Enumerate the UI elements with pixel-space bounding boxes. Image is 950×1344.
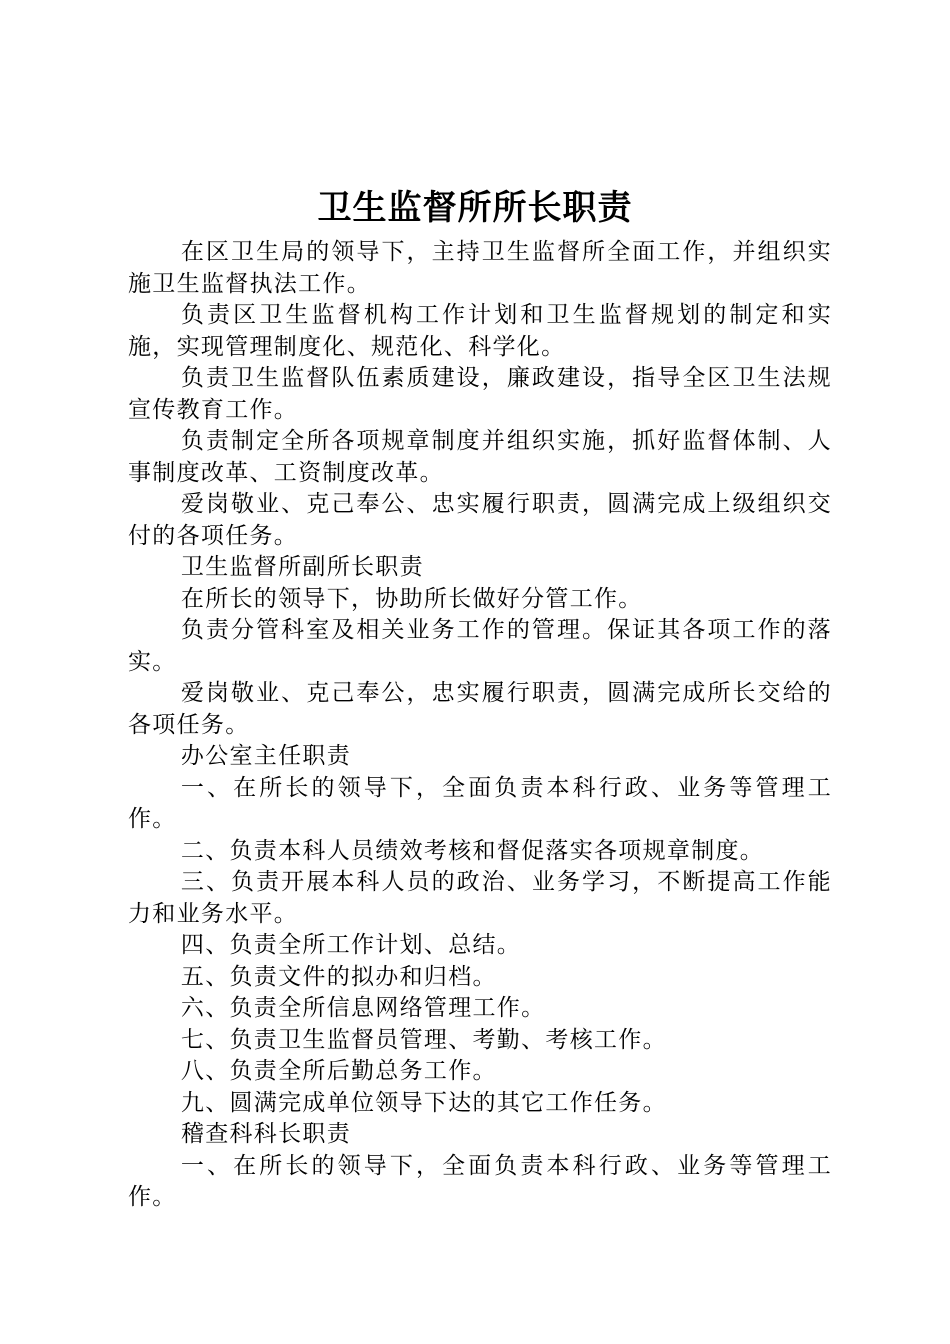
paragraph: 在所长的领导下，协助所长做好分管工作。 (180, 585, 643, 612)
list-item: 二、负责本科人员绩效考核和督促落实各项规章制度。 (180, 837, 765, 864)
section-heading-inspection-chief: 稽查科科长职责 (180, 1121, 351, 1147)
paragraph: 负责区卫生监督机构工作计划和卫生监督规划的制定和实施，实现管理制度化、规范化、科学化。 (128, 302, 832, 360)
paragraph: 在区卫生局的领导下，主持卫生监督所全面工作，并组织实施卫生监督执法工作。 (128, 239, 832, 297)
paragraph: 负责制定全所各项规章制度并组织实施，抓好监督体制、人事制度改革、工资制度改革。 (128, 428, 832, 486)
list-item: 三、负责开展本科人员的政治、业务学习，不断提高工作能力和业务水平。 (128, 869, 832, 927)
section-heading-office-director: 办公室主任职责 (180, 743, 351, 769)
paragraph: 负责卫生监督队伍素质建设，廉政建设，指导全区卫生法规宣传教育工作。 (128, 365, 832, 423)
list-item: 九、圆满完成单位领导下达的其它工作任务。 (180, 1089, 667, 1116)
list-item: 一、在所长的领导下，全面负责本科行政、业务等管理工作。 (128, 774, 832, 832)
list-item: 四、负责全所工作计划、总结。 (180, 932, 522, 958)
document-title: 卫生监督所所长职责 (317, 188, 633, 228)
list-item: 五、负责文件的拟办和归档。 (180, 963, 497, 990)
list-item: 一、在所长的领导下，全面负责本科行政、业务等管理工作。 (128, 1152, 832, 1210)
list-item: 七、负责卫生监督员管理、考勤、考核工作。 (180, 1026, 667, 1053)
section-heading-deputy-director: 卫生监督所副所长职责 (180, 554, 424, 580)
list-item: 八、负责全所后勤总务工作。 (180, 1058, 497, 1084)
list-item: 六、负责全所信息网络管理工作。 (180, 995, 546, 1021)
paragraph: 爱岗敬业、克己奉公、忠实履行职责，圆满完成上级组织交付的各项任务。 (128, 491, 832, 549)
paragraph: 负责分管科室及相关业务工作的管理。保证其各项工作的落实。 (128, 617, 832, 675)
document-body (128, 237, 832, 1214)
paragraph: 爱岗敬业、克己奉公，忠实履行职责，圆满完成所长交给的各项任务。 (128, 680, 832, 738)
